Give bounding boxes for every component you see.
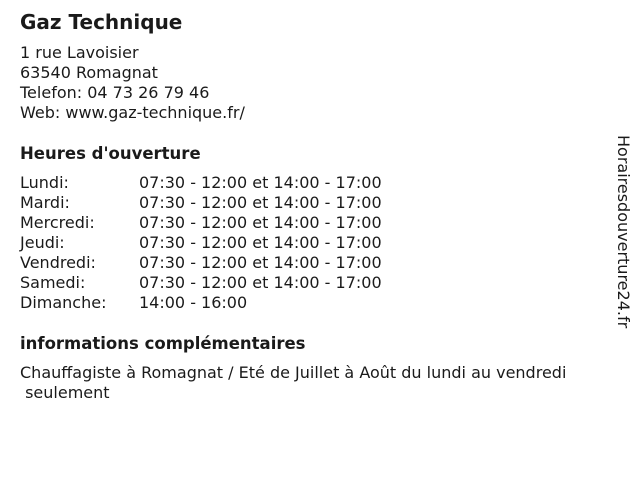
side-brand-watermark[interactable]: Horairesdouverture24.fr <box>614 135 633 329</box>
info-description <box>20 363 620 403</box>
hours-value: 07:30 - 12:00 et 14:00 - 17:00 <box>139 213 382 232</box>
hours-row-samedi <box>20 273 382 293</box>
day-label: Mardi: <box>20 193 70 212</box>
phone-number: Telefon: 04 73 26 79 46 <box>20 83 210 102</box>
hours-row-dimanche <box>20 293 382 313</box>
business-address-block <box>20 43 245 123</box>
hours-row-jeudi <box>20 233 382 253</box>
website-link[interactable]: Web: www.gaz-technique.fr/ <box>20 103 245 122</box>
business-name: Gaz Technique <box>20 10 183 34</box>
address-street: 1 rue Lavoisier <box>20 43 139 62</box>
hours-value: 07:30 - 12:00 et 14:00 - 17:00 <box>139 193 382 212</box>
hours-row-vendredi <box>20 253 382 273</box>
opening-hours-table <box>20 173 382 313</box>
hours-value: 07:30 - 12:00 et 14:00 - 17:00 <box>139 233 382 252</box>
hours-value: 07:30 - 12:00 et 14:00 - 17:00 <box>139 273 382 292</box>
hours-heading: Heures d'ouverture <box>20 144 201 163</box>
info-line-2: seulement <box>20 383 110 402</box>
hours-row-mercredi <box>20 213 382 233</box>
info-line-1: Chauffagiste à Romagnat / Eté de Juillet à Août du lundi au vendredi <box>20 363 567 382</box>
day-label: Vendredi: <box>20 253 96 272</box>
day-label: Dimanche: <box>20 293 107 312</box>
day-label: Samedi: <box>20 273 86 292</box>
address-city: 63540 Romagnat <box>20 63 158 82</box>
day-label: Jeudi: <box>20 233 65 252</box>
info-heading: informations complémentaires <box>20 334 306 353</box>
day-label: Lundi: <box>20 173 69 192</box>
hours-value: 07:30 - 12:00 et 14:00 - 17:00 <box>139 173 382 192</box>
hours-row-mardi <box>20 193 382 213</box>
side-brand-container <box>612 135 634 345</box>
hours-value: 14:00 - 16:00 <box>139 293 248 312</box>
hours-value: 07:30 - 12:00 et 14:00 - 17:00 <box>139 253 382 272</box>
hours-row-lundi <box>20 173 382 193</box>
day-label: Mercredi: <box>20 213 95 232</box>
